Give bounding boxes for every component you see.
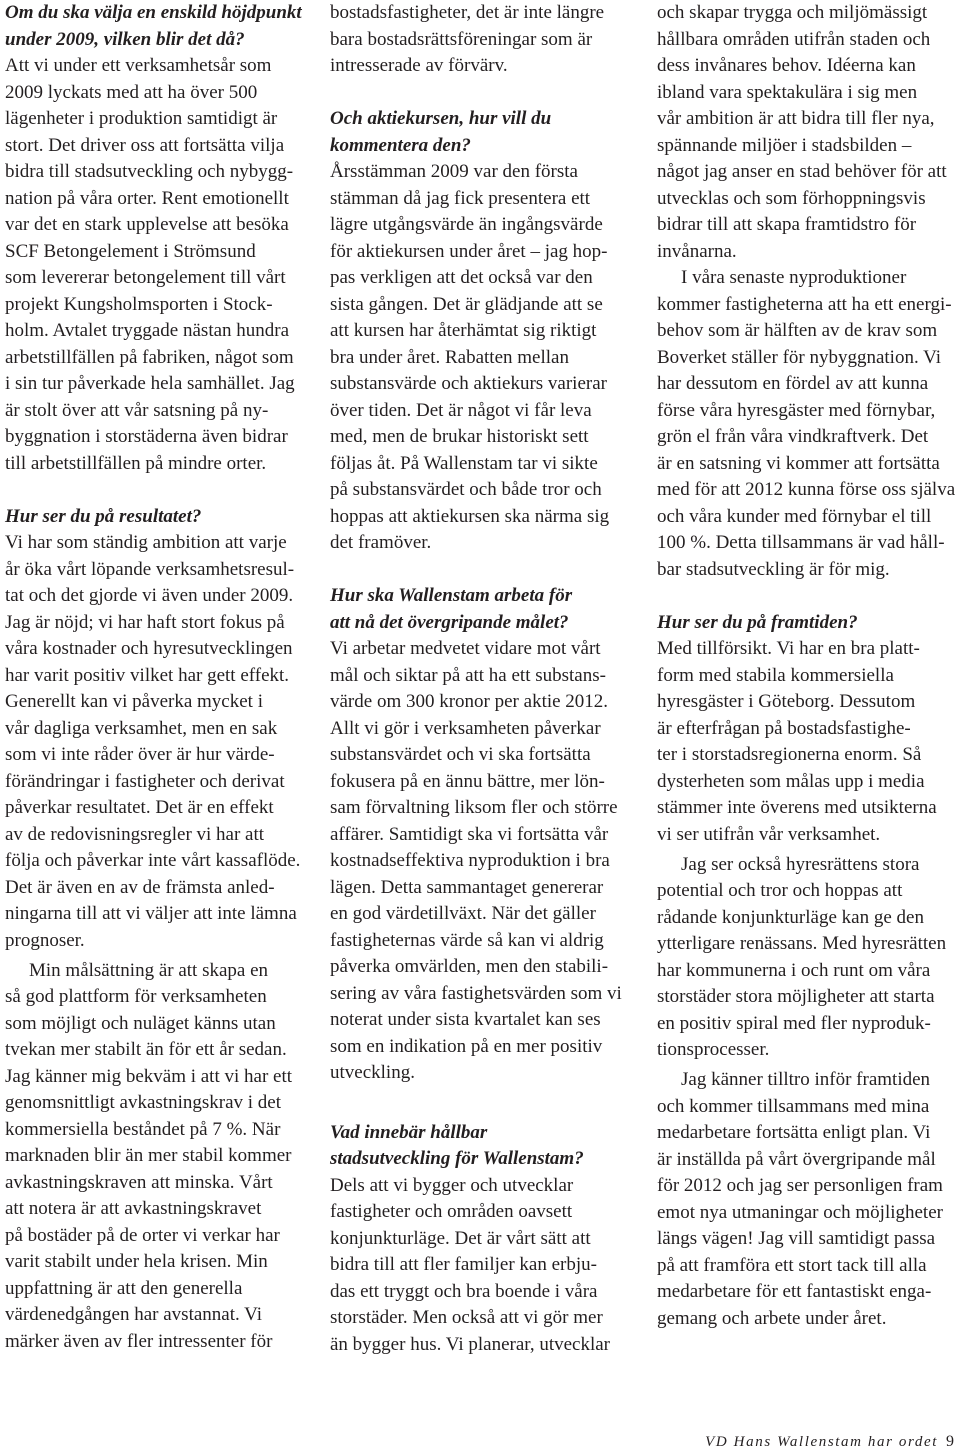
answer-line: tat och det gjorde vi även under 2009. xyxy=(5,585,294,606)
answer-line: marknaden blir än mer stabil kommer xyxy=(5,1145,292,1166)
question-line: Vad innebär hållbar xyxy=(330,1121,488,1143)
answer-line: lägen. Detta sammantaget genererar xyxy=(330,876,604,898)
answer-line: stämman då jag fick presentera ett xyxy=(330,187,591,209)
text-column-1 xyxy=(5,0,305,1355)
question-line: Hur ser du på framtiden? xyxy=(657,611,858,633)
answer-line: 2009 lyckats med att ha över 500 xyxy=(5,81,258,103)
answer-line: bidra till att fler familjer kan erbju- xyxy=(330,1254,597,1275)
answer-line: bra under året. Rabatten mellan xyxy=(330,346,569,368)
answer-line: en positiv spiral med fler nyproduk- xyxy=(657,1012,931,1034)
answer-line: längs vägen! Jag vill samtidigt passa xyxy=(657,1228,936,1249)
answer-line: på bostäder på de orter vi verkar har xyxy=(5,1224,280,1246)
question-line: Hur ser du på resultatet? xyxy=(5,505,202,527)
answer-line: dess invånares behov. Idéerna kan xyxy=(657,55,916,76)
answer-line: vår ambition är att bidra till fler nya, xyxy=(657,108,935,129)
answer-line: tionsprocesser. xyxy=(657,1039,770,1060)
answer-line: pas verkligen att det också var den xyxy=(330,267,593,288)
question-line: kommentera den? xyxy=(330,134,471,156)
answer-paragraph xyxy=(5,53,305,477)
question-heading xyxy=(330,583,630,636)
answer-line: Boverket ställer för nybyggnation. Vi xyxy=(657,346,941,368)
answer-line: som möjligt och nuläget känns utan xyxy=(5,1012,276,1034)
answer-line: till arbetstillfällen på mindre orter. xyxy=(5,452,267,474)
answer-line: är en satsning vi kommer att fortsätta xyxy=(657,452,940,474)
answer-line: Vi arbetar medvetet vidare mot vårt xyxy=(330,638,601,659)
answer-line: substansvärde och aktiekurs varierar xyxy=(330,373,607,394)
answer-line: ter i storstadsregionerna enorm. Så xyxy=(657,744,922,765)
answer-line: potential och tror och hoppas att xyxy=(657,880,903,901)
answer-line: sam förvaltning liksom fler och större xyxy=(330,797,618,818)
answer-paragraph xyxy=(657,1067,957,1332)
answer-paragraph xyxy=(5,530,305,954)
question-line: stadsutveckling för Wallenstam? xyxy=(330,1148,584,1169)
section-title: VD Hans Wallenstam har ordet xyxy=(705,1434,938,1450)
answer-line: med för att 2012 kunna förse oss själva xyxy=(657,479,956,500)
answer-line: kommersiella beståndet på 7 %. När xyxy=(5,1118,281,1140)
answer-line: projekt Kungsholmsporten i Stock- xyxy=(5,293,273,315)
answer-line: varit stabilt under hela krisen. Min xyxy=(5,1251,268,1272)
answer-line: vi ser utifrån vår verksamhet. xyxy=(657,823,881,845)
answer-line: Med tillförsikt. Vi har en bra platt- xyxy=(657,638,920,659)
answer-line: bidrar till att skapa framtidstro för xyxy=(657,214,917,235)
answer-line: form med stabila kommersiella xyxy=(657,664,894,686)
question-line: under 2009, vilken blir det då? xyxy=(5,28,245,50)
answer-line: gemang och arbete under året. xyxy=(657,1307,887,1329)
answer-line: följas åt. På Wallenstam tar vi sikte xyxy=(330,452,598,474)
text-column-2 xyxy=(330,0,630,1358)
answer-line: affärer. Samtidigt ska vi fortsätta vår xyxy=(330,823,609,845)
answer-line: Generellt kan vi påverka mycket i xyxy=(5,691,263,712)
answer-line: fokusera på en ännu bättre, mer lön- xyxy=(330,770,605,792)
question-line: Om du ska välja en enskild höjdpunkt xyxy=(5,2,302,23)
answer-line: hållbara områden utifrån staden och xyxy=(657,28,931,50)
answer-line: hoppas att aktiekursen ska närma sig xyxy=(330,505,610,527)
answer-line: så god plattform för verksamheten xyxy=(5,986,267,1007)
answer-line: Jag ser också hyresrättens stora xyxy=(681,853,920,875)
answer-line: nation på våra orter. Rent emotionellt xyxy=(5,187,289,209)
answer-line: har varit positiv vilket har gett effekt. xyxy=(5,664,290,686)
answer-line: hyresgäster i Göteborg. Dessutom xyxy=(657,691,916,712)
answer-paragraph xyxy=(657,0,957,265)
question-heading xyxy=(330,106,630,159)
answer-line: är stolt över att vår satsning på ny- xyxy=(5,399,269,421)
answer-line: konjunkturläge. Det är vårt sätt att xyxy=(330,1227,591,1249)
answer-line: bar stadsutveckling är för mig. xyxy=(657,558,890,580)
answer-line: år öka vårt löpande verksamhetsresul- xyxy=(5,558,295,580)
answer-line: Att vi under ett verksamhetsår som xyxy=(5,55,272,76)
question-heading xyxy=(5,504,305,531)
answer-line: stämmer inte överens med utsikterna xyxy=(657,797,937,818)
answer-line: behov som är hälften av de krav som xyxy=(657,320,938,341)
answer-line: bara bostadsrättsföreningar som är xyxy=(330,28,593,50)
answer-line: stort. Det driver oss att fortsätta vilja xyxy=(5,134,285,156)
answer-line: och kommer tillsammans med mina xyxy=(657,1095,930,1117)
answer-line: för 2012 och jag ser personligen fram xyxy=(657,1175,943,1196)
answer-line: och våra kunder med förnybar el till xyxy=(657,505,932,527)
answer-line: Jag är nöjd; vi har haft stort fokus på xyxy=(5,611,285,633)
answer-line: som en indikation på en mer positiv xyxy=(330,1035,603,1057)
answer-line: med, men de brukar historiskt sett xyxy=(330,426,589,447)
answer-line: värde om 300 kronor per aktie 2012. xyxy=(330,691,609,712)
answer-line: Årsstämman 2009 var den första xyxy=(330,161,578,182)
answer-line: noterat under sista kvartalet kan ses xyxy=(330,1009,601,1030)
answer-line: för aktiekursen under året – jag hop- xyxy=(330,240,608,262)
answer-line: Jag känner mig bekväm i att vi har ett xyxy=(5,1065,293,1087)
answer-line: följa och påverkar inte vårt kassaflöde. xyxy=(5,850,301,871)
answer-line: är inställda på vårt övergripande mål xyxy=(657,1148,936,1170)
answer-line: Min målsättning är att skapa en xyxy=(29,959,269,981)
answer-line: Dels att vi bygger och utvecklar xyxy=(330,1174,574,1196)
answer-line: prognoser. xyxy=(5,929,85,951)
answer-line: är efterfrågan på bostadsfastighe- xyxy=(657,717,911,739)
answer-line: dysterheten som målas upp i media xyxy=(657,770,925,792)
answer-line: ytterligare renässans. Med hyresrätten xyxy=(657,933,947,954)
answer-line: vår dagliga verksamhet, men en sak xyxy=(5,717,278,739)
answer-line: grön el från våra vindkraftverk. Det xyxy=(657,426,929,447)
answer-line: att kursen har återhämtat sig riktigt xyxy=(330,320,597,341)
answer-line: tvekan mer stabilt än för ett år sedan. xyxy=(5,1039,287,1060)
answer-line: än bygger hus. Vi planerar, utvecklar xyxy=(330,1333,611,1355)
answer-line: sering av våra fastighetsvärden som vi xyxy=(330,982,622,1004)
answer-line: I våra senaste nyproduktioner xyxy=(681,267,907,288)
page-number: 9 xyxy=(946,1433,954,1450)
answer-line: Allt vi gör i verksamheten påverkar xyxy=(330,717,601,739)
answer-line: Det är även en av de främsta anled- xyxy=(5,876,275,898)
answer-line: det framöver. xyxy=(330,532,432,553)
answer-line: medarbetare fortsätta enligt plan. Vi xyxy=(657,1122,931,1143)
answer-paragraph xyxy=(657,636,957,848)
answer-line: byggnation i storstäderna även bidrar xyxy=(5,426,288,447)
answer-line: uppfattning är att den generella xyxy=(5,1277,243,1299)
answer-line: Vi har som ständig ambition att varje xyxy=(5,532,287,553)
answer-line: kostnadseffektiva nyproduktion i bra xyxy=(330,850,610,871)
answer-line: substansvärdet och vi ska fortsätta xyxy=(330,744,591,765)
answer-line: spännande miljöer i stadsbilden – xyxy=(657,134,912,156)
question-line: att nå det övergripande målet? xyxy=(330,611,569,633)
answer-line: något jag anser en stad behöver för att xyxy=(657,161,947,182)
answer-line: utveckling. xyxy=(330,1062,415,1083)
answer-line: rådande konjunkturläge kan ge den xyxy=(657,906,924,928)
answer-line: påverka omvärlden, men den stabili- xyxy=(330,956,609,977)
answer-line: sista gången. Det är glädjande att se xyxy=(330,293,603,315)
answer-line: som levererar betongelement till vårt xyxy=(5,267,286,288)
answer-line: bostadsfastigheter, det är inte längre xyxy=(330,2,605,23)
answer-paragraph xyxy=(5,958,305,1356)
page-footer xyxy=(705,1432,954,1452)
answer-line: var det en stark upplevelse att besöka xyxy=(5,214,289,235)
answer-line: förändringar i fastigheter och derivat xyxy=(5,770,285,792)
answer-line: ibland vara spektakulära i sig men xyxy=(657,81,918,103)
answer-line: i sin tur påverkade hela samhället. Jag xyxy=(5,373,295,394)
answer-line: att notera är att avkastningskravet xyxy=(5,1198,262,1219)
answer-paragraph xyxy=(330,636,630,1087)
answer-line: intresserade av förvärv. xyxy=(330,55,508,76)
answer-line: storstäder. Men också att vi gör mer xyxy=(330,1307,603,1328)
answer-line: arbetstillfällen på fabriken, något som xyxy=(5,346,294,368)
answer-paragraph xyxy=(657,852,957,1064)
answer-line: mål och siktar på att ha ett substans- xyxy=(330,664,606,686)
answer-line: fastigheter och områden oavsett xyxy=(330,1201,573,1222)
text-column-3 xyxy=(657,0,957,1332)
answer-line: ningarna till att vi väljer att inte lämna xyxy=(5,903,297,924)
answer-paragraph xyxy=(657,265,957,583)
answer-line: märker även av fler intressenter för xyxy=(5,1330,273,1352)
answer-line: holm. Avtalet tryggade nästan hundra xyxy=(5,320,290,341)
answer-paragraph xyxy=(330,1173,630,1359)
answer-line: bidra till stadsutveckling och nybygg- xyxy=(5,161,294,182)
answer-line: fastigheternas värde så kan vi aldrig xyxy=(330,929,604,951)
answer-line: och skapar trygga och miljömässigt xyxy=(657,2,928,23)
question-heading xyxy=(657,610,957,637)
answer-paragraph xyxy=(330,159,630,557)
answer-line: över tiden. Det är något vi får leva xyxy=(330,399,592,421)
answer-line: lägre utgångsvärde än ingångsvärde xyxy=(330,214,603,235)
answer-line: av de redovisningsregler vi har att xyxy=(5,823,265,845)
answer-line: som vi inte råder över är hur värde- xyxy=(5,744,275,765)
answer-line: storstäder stora möjligheter att starta xyxy=(657,986,935,1007)
answer-line: påverkar resultatet. Det är en effekt xyxy=(5,797,274,818)
answer-line: das ett tryggt och bra boende i våra xyxy=(330,1280,598,1302)
answer-line: förse våra hyresgäster med förnybar, xyxy=(657,399,936,421)
answer-line: värdenedgången har avstannat. Vi xyxy=(5,1304,263,1325)
answer-line: på substansvärdet och både tror och xyxy=(330,479,602,500)
answer-line: har kommunerna i och runt om våra xyxy=(657,959,931,981)
question-line: Och aktiekursen, hur vill du xyxy=(330,108,552,129)
answer-line: på att framföra ett stort tack till alla xyxy=(657,1254,927,1276)
answer-line: en god värdetillväxt. När det gäller xyxy=(330,903,596,924)
answer-line: SCF Betongelement i Strömsund xyxy=(5,240,256,262)
answer-line: lägenheter i produktion samtidigt är xyxy=(5,108,278,129)
answer-line: våra kostnader och hyresutvecklingen xyxy=(5,638,293,659)
question-heading xyxy=(330,1120,630,1173)
answer-line: genomsnittligt avkastningskrav i det xyxy=(5,1092,281,1113)
answer-paragraph xyxy=(330,0,630,80)
answer-line: har dessutom en fördel av att kunna xyxy=(657,373,929,394)
question-heading xyxy=(5,0,305,53)
answer-line: invånarna. xyxy=(657,240,737,262)
answer-line: 100 %. Detta tillsammans är vad håll- xyxy=(657,532,945,553)
answer-line: Jag känner tilltro inför framtiden xyxy=(681,1069,931,1090)
answer-line: utvecklas och som förhoppningsvis xyxy=(657,187,926,209)
answer-line: kommer fastigheterna att ha ett energi- xyxy=(657,293,952,315)
answer-line: emot nya utmaningar och möjligheter xyxy=(657,1201,943,1223)
question-line: Hur ska Wallenstam arbeta för xyxy=(330,585,573,606)
answer-line: medarbetare för ett fantastiskt enga- xyxy=(657,1281,932,1302)
answer-line: avkastningskraven att minska. Vårt xyxy=(5,1171,273,1193)
